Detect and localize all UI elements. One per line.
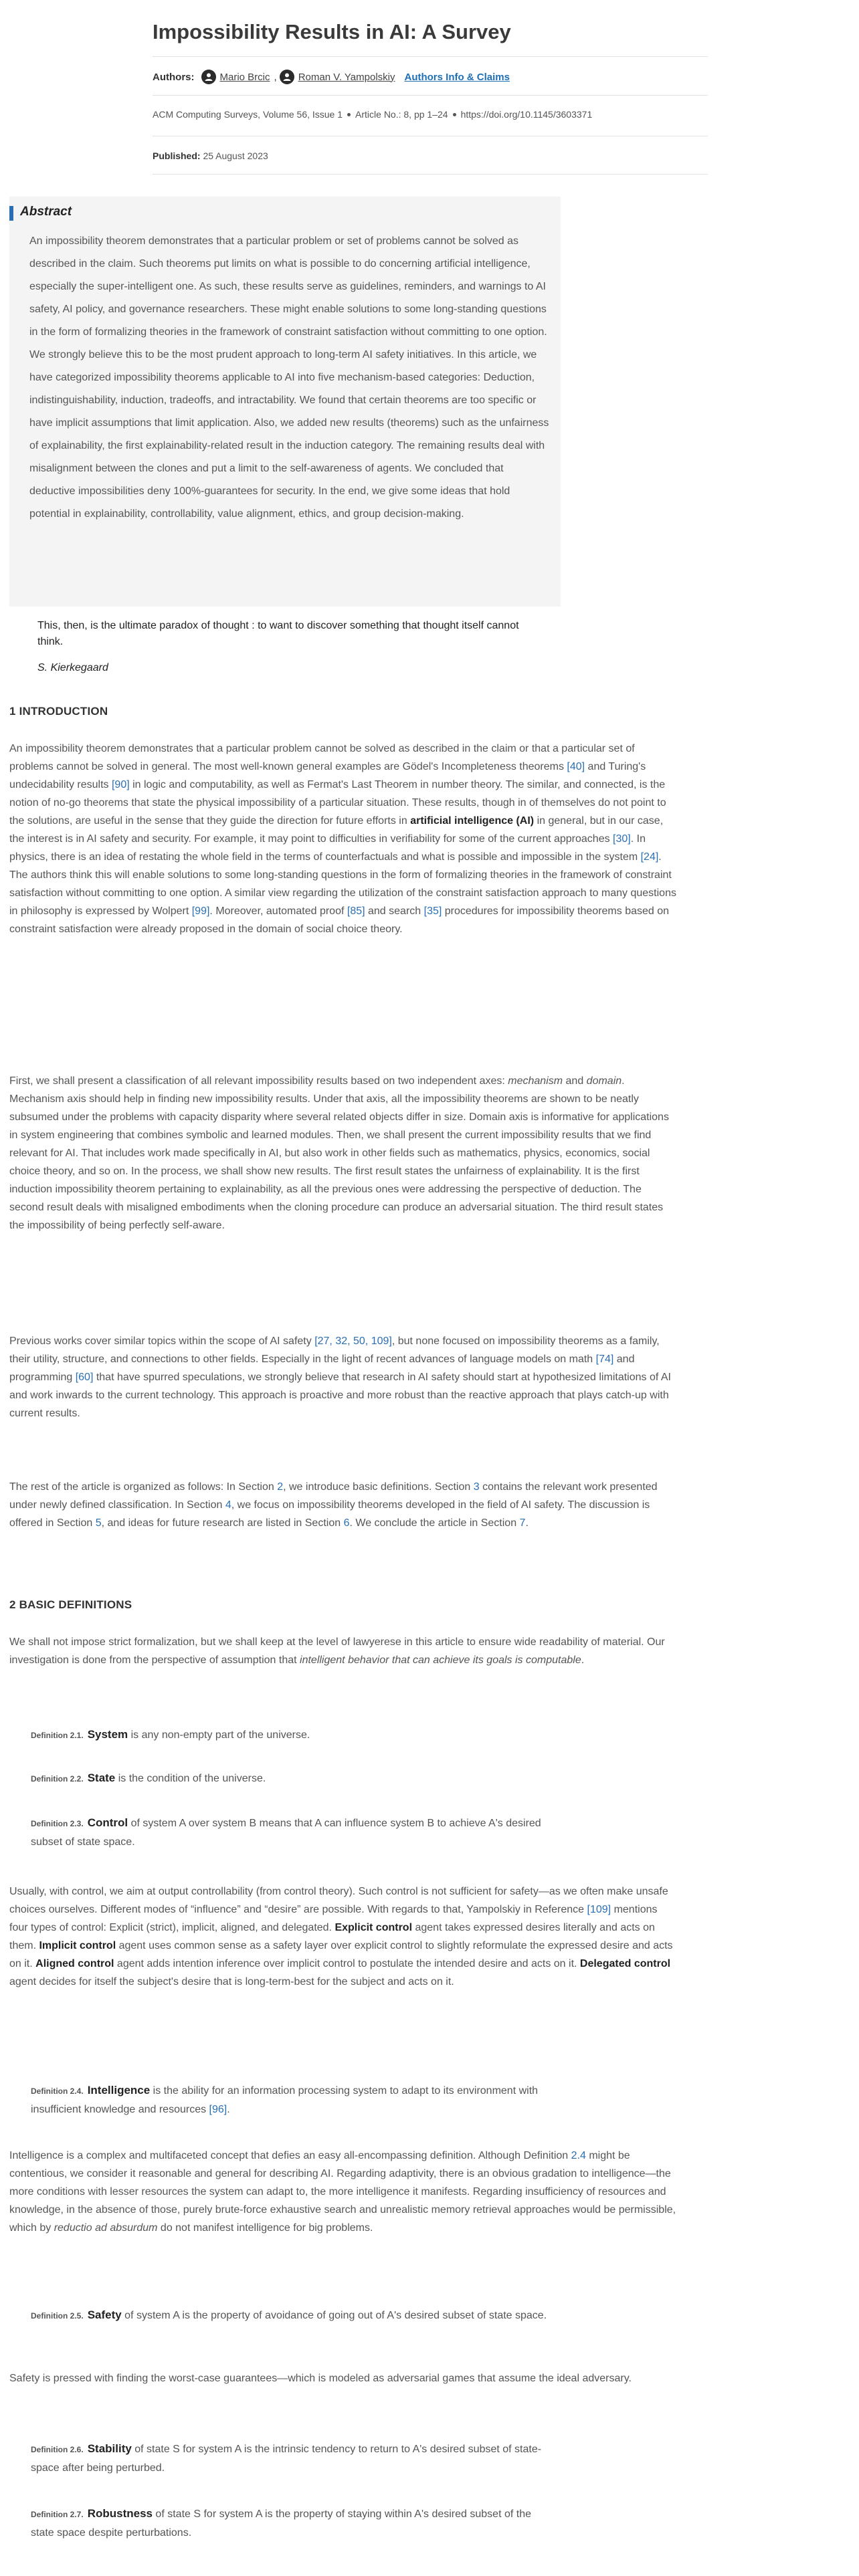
divider (153, 174, 708, 175)
author-link-yampolskiy[interactable]: Roman V. Yampolskiy (298, 71, 395, 83)
section-link[interactable]: 6 (343, 1517, 350, 1529)
published-label: Published: (153, 150, 201, 161)
definition-2-4: Definition 2.4. Intelligence is the ability for an information processing system to adapt to its environment with insufficient knowledge and resources [96]. (31, 2084, 539, 2115)
section-link[interactable]: 3 (473, 1481, 480, 1493)
published-date: 25 August 2023 (203, 150, 268, 161)
section-heading-introduction: 1 INTRODUCTION (9, 705, 108, 718)
citation-link[interactable]: [96] (209, 2104, 227, 2115)
divider (153, 56, 708, 57)
authors-info-link[interactable]: Authors Info & Claims (404, 71, 510, 83)
basic-paragraph-1: We shall not impose strict formalization, but we shall keep at the level of lawyerese in this article to ensure wide readability of material. Our investigation is done from the perspective of assumption that intelligent behavior that can achieve its goals is computable. (9, 1636, 665, 1666)
journal-info: ACM Computing Surveys, Volume 56, Issue 1 (153, 109, 343, 120)
definition-2-5: Definition 2.5. Safety of system A is the property of avoidance of going out of A's desired subset of state space. (31, 2309, 547, 2321)
authors-row: Authors: Mario Brcic , Roman V. Yampolskiy Authors Info & Claims (153, 67, 510, 87)
citation-link[interactable]: [30] (613, 833, 631, 845)
basic-paragraph-2: Usually, with control, we aim at output controllability (from control theory). Such control is not sufficient for safety—as we often make unsafe choices ourselves. Different modes of “influence” and “desire” are possible. With regards to that, Yampolskiy in Reference [109] mentions four types of control: Explicit (strict), implicit, aligned, and delegated. Explicit control agent takes expressed desires literally and acts on them. Implicit control agent uses common sense as a safety layer over explicit control to slightly reformulate the expressed desire and acts on it. Aligned control agent adds intention inference over implicit control to postulate the intended desire and acts on it. Delegated control agent decides for itself the subject's desire that is long-term-best for the subject and acts on it. (9, 1886, 673, 1988)
definition-2-3: Definition 2.3. Control of system A over system B means that A can influence system B to achieve A's desired subset of state space. (31, 1816, 541, 1848)
citation-link[interactable]: [85] (347, 905, 365, 917)
author-link-brcic[interactable]: Mario Brcic (219, 71, 270, 83)
definition-2-6: Definition 2.6. Stability of state S for system A is the intrinsic tendency to return to A's desired subset of state-space after being perturbed. (31, 2442, 542, 2474)
separator-dot (347, 113, 351, 116)
section-link[interactable]: 4 (225, 1499, 231, 1511)
definition-2-7: Definition 2.7. Robustness of state S for system A is the property of staying within A's desired subset of the state space despite perturbations. (31, 2507, 531, 2539)
citation-link[interactable]: [90] (111, 779, 130, 790)
basic-paragraph-4: Safety is pressed with finding the worst-case guarantees—which is modeled as adversarial games that assume the ideal adversary. (9, 2373, 632, 2384)
person-icon (282, 72, 292, 82)
separator-dot (453, 113, 456, 116)
article-number: Article No.: 8, pp 1–24 (355, 109, 448, 120)
published-row (153, 150, 268, 161)
epigraph-author: S. Kierkegaard (37, 662, 108, 673)
abstract-accent-bar (9, 206, 13, 221)
section-heading-basic-definitions: 2 BASIC DEFINITIONS (9, 1598, 132, 1611)
citation-link[interactable]: [24] (640, 851, 659, 863)
avatar (280, 70, 294, 84)
definition-link[interactable]: 2.4 (571, 2150, 586, 2161)
section-link[interactable]: 5 (95, 1517, 102, 1529)
citation-link[interactable]: [74] (595, 1354, 614, 1365)
avatar (201, 70, 216, 84)
intro-paragraph-3: Previous works cover similar topics within the scope of AI safety [27, 32, 50, 109], but none focused on impossibility theorems as a family, their utility, structure, and connections to other fields. Especially in the light of recent advances of language models on math [74] and programming [60] that have spurred speculations, we strongly believe that research in AI safety should start at hypothesized limitations of AI and work inwards to the current technology. This approach is proactive and more robust than the reactive approach that plays catch-up with current results. (9, 1335, 671, 1419)
divider (153, 95, 708, 96)
citation-link[interactable]: [99] (191, 905, 210, 917)
authors-label: Authors: (153, 71, 195, 83)
intro-paragraph-2: First, we shall present a classification of all relevant impossibility results based on two independent axes: mechanism and domain. Mechanism axis should help in finding new impossibility results. Under that axis, all the impossibility theorems are shown to be neatly subsumed under the problems with capacity disparity where several related objects differ in size. Domain axis is informative for applications in system engineering that combines symbolic and learned modules. Then, we shall present the current impossibility results that we find relevant for AI. That includes work made specifically in AI, but also work in other fields such as mathematics, physics, economics, social choice theory, and so on. In the process, we shall show new results. The first result states the unfairness of explainability. It is the first induction impossibility theorem pertaining to explainability, as all the previous ones were addressing the perspective of deduction. The second result deals with misaligned embodiments when the cloning procedure can produce an adversarial situation. The third result states the impossibility of being perfectly self-aware. (9, 1075, 669, 1231)
citation-link[interactable]: [27, 32, 50, 109] (314, 1335, 392, 1347)
section-link[interactable]: 7 (519, 1517, 526, 1529)
doi-link[interactable]: https://doi.org/10.1145/3603371 (460, 109, 593, 120)
abstract-title: Abstract (20, 205, 72, 219)
citation-link[interactable]: [109] (587, 1904, 611, 1915)
person-icon (204, 72, 213, 82)
abstract-box (9, 197, 561, 607)
basic-paragraph-3: Intelligence is a complex and multifaceted concept that defies an easy all-encompassing definition. Although Definition 2.4 might be contentious, we consider it reasonable and general for describing AI. Regarding adaptivity, there is an obvious gradation to intelligence—the more conditions with lesser resources the system can adapt to, the more intelligence it manifests. Regarding insufficiency of resources and knowledge, in the absence of those, purely brute-force exhaustive search and unrealistic memory retrieval approaches would be permissible, which by reductio ad absurdum do not manifest intelligence for big problems. (9, 2150, 676, 2234)
epigraph-quote: This, then, is the ultimate paradox of thought : to want to discover something that thought itself cannot think. (37, 620, 519, 647)
intro-paragraph-4: The rest of the article is organized as follows: In Section 2, we introduce basic definitions. Section 3 contains the relevant work presented under newly defined classification. In Section 4, we focus on impossibility theorems developed in the field of AI safety. The discussion is offered in Section 5, and ideas for future research are listed in Section 6. We conclude the article in Section 7. (9, 1481, 658, 1529)
citation-link[interactable]: [60] (75, 1372, 94, 1383)
publication-meta (153, 109, 592, 120)
citation-link[interactable]: [40] (567, 761, 585, 772)
definition-2-2: Definition 2.2. State is the condition of the universe. (31, 1772, 266, 1784)
article-title: Impossibility Results in AI: A Survey (153, 20, 511, 43)
section-link[interactable]: 2 (277, 1481, 284, 1493)
citation-link[interactable]: [35] (423, 905, 442, 917)
abstract-text: An impossibility theorem demonstrates that a particular problem or set of problems cannot be solved as described in the claim. Such theorems put limits on what is possible to do concerning artificial intelligence, especially the super-intelligent one. As such, these results serve as guidelines, reminders, and warnings to AI safety, AI policy, and governance researchers. These might enable solutions to some long-standing questions in the form of formalizing theories in the framework of constraint satisfaction without committing to one option. We strongly believe this to be the most prudent approach to long-term AI safety initiatives. In this article, we have categorized impossibility theorems applicable to AI into five mechanism-based categories: Deduction, indistinguishability, induction, tradeoffs, and intractability. We found that certain theorems are too specific or have implicit assumptions that limit application. Also, we added new results (theorems) such as the unfairness of explainability, the first explainability-related result in the induction category. The remaining results deal with misalignment between the clones and put a limit to the self-awareness of agents. We concluded that deductive impossibilities deny 100%-guarantees for security. In the end, we give some ideas that hold potential in explainability, controllability, value alignment, ethics, and group decision-making. (29, 235, 549, 520)
definition-2-1: Definition 2.1. System is any non-empty part of the universe. (31, 1728, 310, 1741)
intro-paragraph-1: An impossibility theorem demonstrates that a particular problem cannot be solved as described in the claim or that a particular set of problems cannot be solved in general. The most well-known general examples are Gödel's Incompleteness theorems [40] and Turing's undecidability results [90] in logic and computability, as well as Fermat's Last Theorem in number theory. The similar, and connected, is the notion of no-go theorems that state the physical impossibility of a particular situation. These results, though in of themselves do not point to the solutions, are useful in the sense that they guide the direction for future efforts in artificial intelligence (AI) in general, but in our case, the interest is in AI safety and security. For example, it may point to difficulties in verifiability for some of the current approaches [30]. In physics, there is an idea of restating the whole field in the terms of counterfactuals and what is possible and impossible in the system [24]. The authors think this will enable solutions to some long-standing questions in the form of formalizing theories in the framework of constraint satisfaction without committing to one option. A similar view regarding the utilization of the constraint satisfaction approach to many questions in philosophy is expressed by Wolpert [99]. Moreover, automated proof [85] and search [35] procedures for impossibility theorems based on constraint satisfaction were already proposed in the domain of social choice theory. (9, 743, 676, 935)
